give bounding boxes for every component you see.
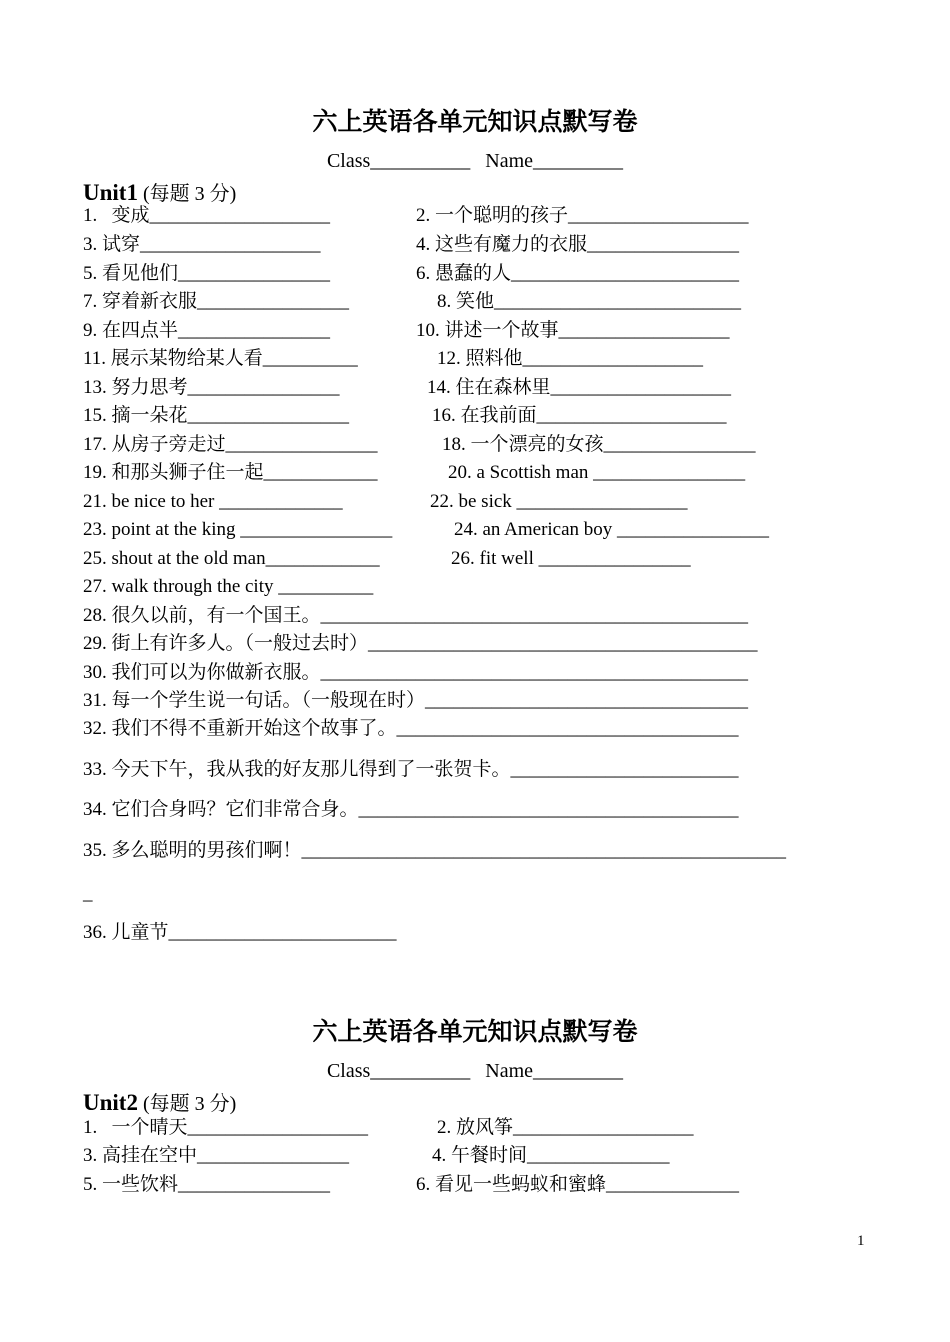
- question-row: [83, 547, 691, 571]
- question: 31. 每一个学生说一句话。（一般现在时）__________________________________: [83, 690, 749, 711]
- unit-note: (每题 3 分): [142, 1093, 237, 1115]
- question: 2. 一个聪明的孩子___________________: [416, 205, 749, 226]
- question-row: [83, 433, 756, 457]
- question: 29. 街上有许多人。（一般过去时）_________________________________________: [83, 633, 758, 654]
- question: 1. 变成___________________: [83, 205, 331, 226]
- question-row: [83, 798, 739, 822]
- question-row: [83, 1173, 740, 1197]
- page-number: 1: [857, 1233, 865, 1249]
- question-row: [83, 717, 739, 741]
- question: 1. 一个晴天___________________: [83, 1117, 369, 1138]
- question-row: [83, 347, 704, 371]
- question: 16. 在我前面____________________: [432, 405, 727, 426]
- question: 18. 一个漂亮的女孩________________: [442, 434, 756, 455]
- question-row: [83, 1144, 670, 1168]
- question: 36. 儿童节________________________: [83, 922, 397, 943]
- class-field: Class__________: [326, 1060, 471, 1082]
- unit-heading: [83, 177, 236, 206]
- page-title: 六上英语各单元知识点默写卷: [312, 107, 638, 136]
- question: 32. 我们不得不重新开始这个故事了。____________________________________: [83, 718, 739, 739]
- question-row: [83, 233, 740, 257]
- question: 5. 看见他们________________: [83, 263, 331, 284]
- question: 8. 笑他__________________________: [437, 291, 742, 312]
- question-row: [83, 262, 740, 286]
- question-row: [83, 490, 688, 514]
- question: 28. 很久以前，有一个国王。_____________________________________________: [83, 605, 749, 626]
- unit-heading: [83, 1087, 236, 1116]
- question-row: [83, 376, 732, 400]
- question-row: [83, 404, 727, 428]
- class-name-line: [0, 1060, 950, 1083]
- question-row: [83, 518, 770, 542]
- question: 3. 试穿___________________: [83, 234, 321, 255]
- question: 22. be sick __________________: [430, 491, 688, 512]
- question-row: [83, 839, 786, 863]
- name-field: Name_________: [485, 150, 624, 172]
- question-row: [83, 290, 742, 314]
- question: 15. 摘一朵花_________________: [83, 405, 350, 426]
- question: 27. walk through the city __________: [83, 576, 374, 597]
- question: 17. 从房子旁走过________________: [83, 434, 378, 455]
- question: 6. 看见一些蚂蚁和蜜蜂______________: [416, 1174, 740, 1195]
- question-row: [83, 689, 748, 713]
- question: 25. shout at the old man____________: [83, 548, 380, 569]
- question-row: [83, 632, 758, 656]
- question: 5. 一些饮料________________: [83, 1174, 331, 1195]
- question-row: [83, 604, 748, 628]
- question: 13. 努力思考________________: [83, 377, 340, 398]
- question: 26. fit well ________________: [451, 548, 691, 569]
- question-row: [83, 921, 397, 945]
- question-row: [83, 575, 373, 599]
- question: 35. 多么聪明的男孩们啊！___________________________________________________: [83, 840, 787, 861]
- question: 7. 穿着新衣服________________: [83, 291, 350, 312]
- question: 3. 高挂在空中________________: [83, 1145, 350, 1166]
- question: 21. be nice to her _____________: [83, 491, 343, 512]
- name-field: Name_________: [485, 1060, 624, 1082]
- page-title: 六上英语各单元知识点默写卷: [312, 1017, 638, 1046]
- question: 10. 讲述一个故事__________________: [416, 320, 730, 341]
- unit-title: Unit1: [83, 180, 138, 205]
- question: 20. a Scottish man ________________: [448, 462, 746, 483]
- question-row: [83, 1116, 694, 1140]
- question: 2. 放风筝___________________: [437, 1117, 694, 1138]
- question: 19. 和那头狮子住一起____________: [83, 462, 378, 483]
- question-row: [83, 461, 746, 485]
- unit-title: Unit2: [83, 1090, 138, 1115]
- question: 12. 照料他___________________: [437, 348, 704, 369]
- question: 34. 它们合身吗？它们非常合身。________________________________________: [83, 799, 739, 820]
- unit-note: (每题 3 分): [142, 183, 237, 205]
- question: _: [83, 883, 93, 904]
- question: 24. an American boy ________________: [454, 519, 770, 540]
- class-field: Class__________: [326, 150, 471, 172]
- question: 33. 今天下午，我从我的好友那儿得到了一张贺卡。________________________: [83, 759, 739, 780]
- question: 9. 在四点半________________: [83, 320, 331, 341]
- question-row: [83, 204, 749, 228]
- question: 11. 展示某物给某人看__________: [83, 348, 358, 369]
- question: 4. 这些有魔力的衣服________________: [416, 234, 740, 255]
- question-row: [83, 882, 93, 906]
- question-row: [83, 661, 748, 685]
- question: 30. 我们可以为你做新衣服。_____________________________________________: [83, 662, 749, 683]
- class-name-line: [0, 150, 950, 173]
- question-row: [83, 758, 739, 782]
- question: 14. 住在森林里___________________: [427, 377, 732, 398]
- question: 23. point at the king ________________: [83, 519, 393, 540]
- question: 4. 午餐时间_______________: [432, 1145, 670, 1166]
- question-row: [83, 319, 730, 343]
- question: 6. 愚蠢的人________________________: [416, 263, 740, 284]
